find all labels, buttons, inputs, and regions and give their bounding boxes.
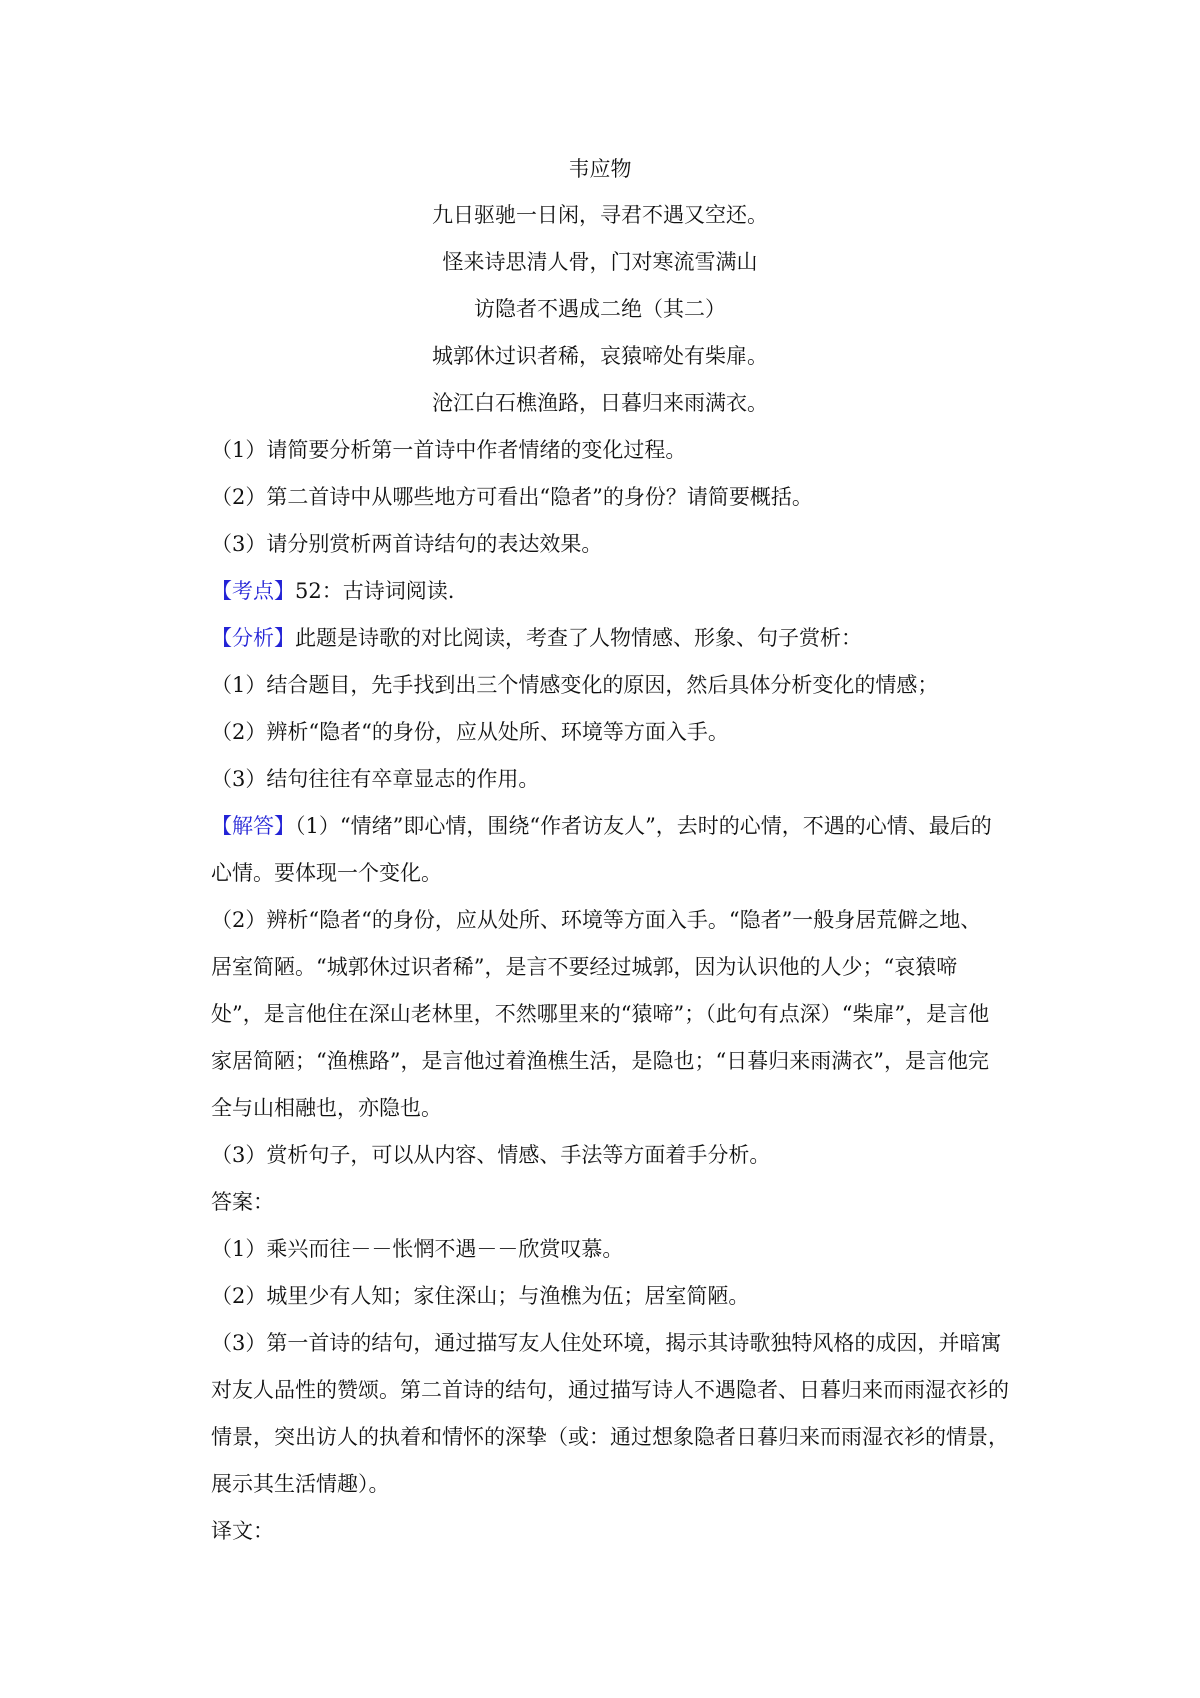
jieda-p2-line-3: 处”，是言他住在深山老林里，不然哪里来的“猿啼”；（此句有点深）“柴扉”，是言他 bbox=[211, 1002, 990, 1026]
poem2-line-1: 城郭休过识者稀，哀猿啼处有柴扉。 bbox=[432, 344, 768, 368]
poem1-line-2: 怪来诗思清人骨，门对寒流雪满山 bbox=[442, 250, 758, 274]
fenxi-line bbox=[211, 624, 1031, 652]
jieda-p2-line-2: 居室简陋。“城郭休过识者稀”，是言不要经过城郭，因为认识他的人少；“哀猿啼 bbox=[211, 955, 958, 979]
jieda-tag: 【解答】 bbox=[211, 814, 295, 838]
answer-3-line-1: （3）第一首诗的结句，通过描写友人住处环境，揭示其诗歌独特风格的成因，并暗寓 bbox=[211, 1331, 1002, 1355]
question-3: （3）请分别赏析两首诗结句的表达效果。 bbox=[211, 532, 603, 556]
fenxi-item-2: （2）辨析“隐者“的身份，应从处所、环境等方面入手。 bbox=[211, 720, 729, 744]
jieda-p2-line-1: （2）辨析“隐者“的身份，应从处所、环境等方面入手。“隐者”一般身居荒僻之地、 bbox=[211, 908, 982, 932]
answer-1: （1）乘兴而往－－怅惘不遇－－欣赏叹慕。 bbox=[211, 1237, 624, 1261]
poem2-title: 访隐者不遇成二绝（其二） bbox=[474, 297, 726, 321]
answer-3-line-2: 对友人品性的赞颂。第二首诗的结句，通过描写诗人不遇隐者、日暮归来而雨湿衣衫的 bbox=[211, 1378, 1009, 1402]
answer-3-line-3: 情景，突出访人的执着和情怀的深挚（或：通过想象隐者日暮归来而雨湿衣衫的情景， bbox=[211, 1425, 1009, 1449]
question-2: （2）第二首诗中从哪些地方可看出“隐者”的身份？请简要概括。 bbox=[211, 485, 813, 509]
jieda-p3: （3）赏析句子，可以从内容、情感、手法等方面着手分析。 bbox=[211, 1143, 771, 1167]
answer-2: （2）城里少有人知；家住深山；与渔樵为伍；居室简陋。 bbox=[211, 1284, 750, 1308]
jieda-line-1 bbox=[211, 812, 1031, 840]
kaodian-line bbox=[211, 577, 1031, 605]
fenxi-item-3: （3）结句往往有卒章显志的作用。 bbox=[211, 767, 540, 791]
jieda-p2-line-4: 家居简陋；“渔樵路”，是言他过着渔樵生活，是隐也；“日暮归来雨满衣”，是言他完 bbox=[211, 1049, 989, 1073]
fenxi-tag: 【分析】 bbox=[211, 626, 295, 650]
jieda-line-2: 心情。要体现一个变化。 bbox=[211, 861, 442, 885]
kaodian-tag: 【考点】 bbox=[211, 579, 295, 603]
fenxi-item-1: （1）结合题目，先手找到出三个情感变化的原因，然后具体分析变化的情感； bbox=[211, 673, 939, 697]
answer-label: 答案： bbox=[211, 1190, 274, 1214]
poem2-line-2: 沧江白石樵渔路，日暮归来雨满衣。 bbox=[432, 391, 768, 415]
jieda-text-1: （1）“情绪”即心情，围绕“作者访友人”，去时的心情，不遇的心情、最后的 bbox=[295, 814, 992, 838]
fenxi-text: 此题是诗歌的对比阅读，考查了人物情感、形象、句子赏析： bbox=[295, 626, 862, 650]
kaodian-text: 52：古诗词阅读. bbox=[295, 579, 455, 603]
translation-label: 译文： bbox=[211, 1519, 274, 1543]
poem-author: 韦应物 bbox=[568, 157, 632, 181]
question-1: （1）请简要分析第一首诗中作者情绪的变化过程。 bbox=[211, 438, 687, 462]
poem1-line-1: 九日驱驰一日闲，寻君不遇又空还。 bbox=[432, 203, 768, 227]
jieda-p2-line-5: 全与山相融也，亦隐也。 bbox=[211, 1096, 442, 1120]
answer-3-line-4: 展示其生活情趣）。 bbox=[211, 1472, 390, 1496]
